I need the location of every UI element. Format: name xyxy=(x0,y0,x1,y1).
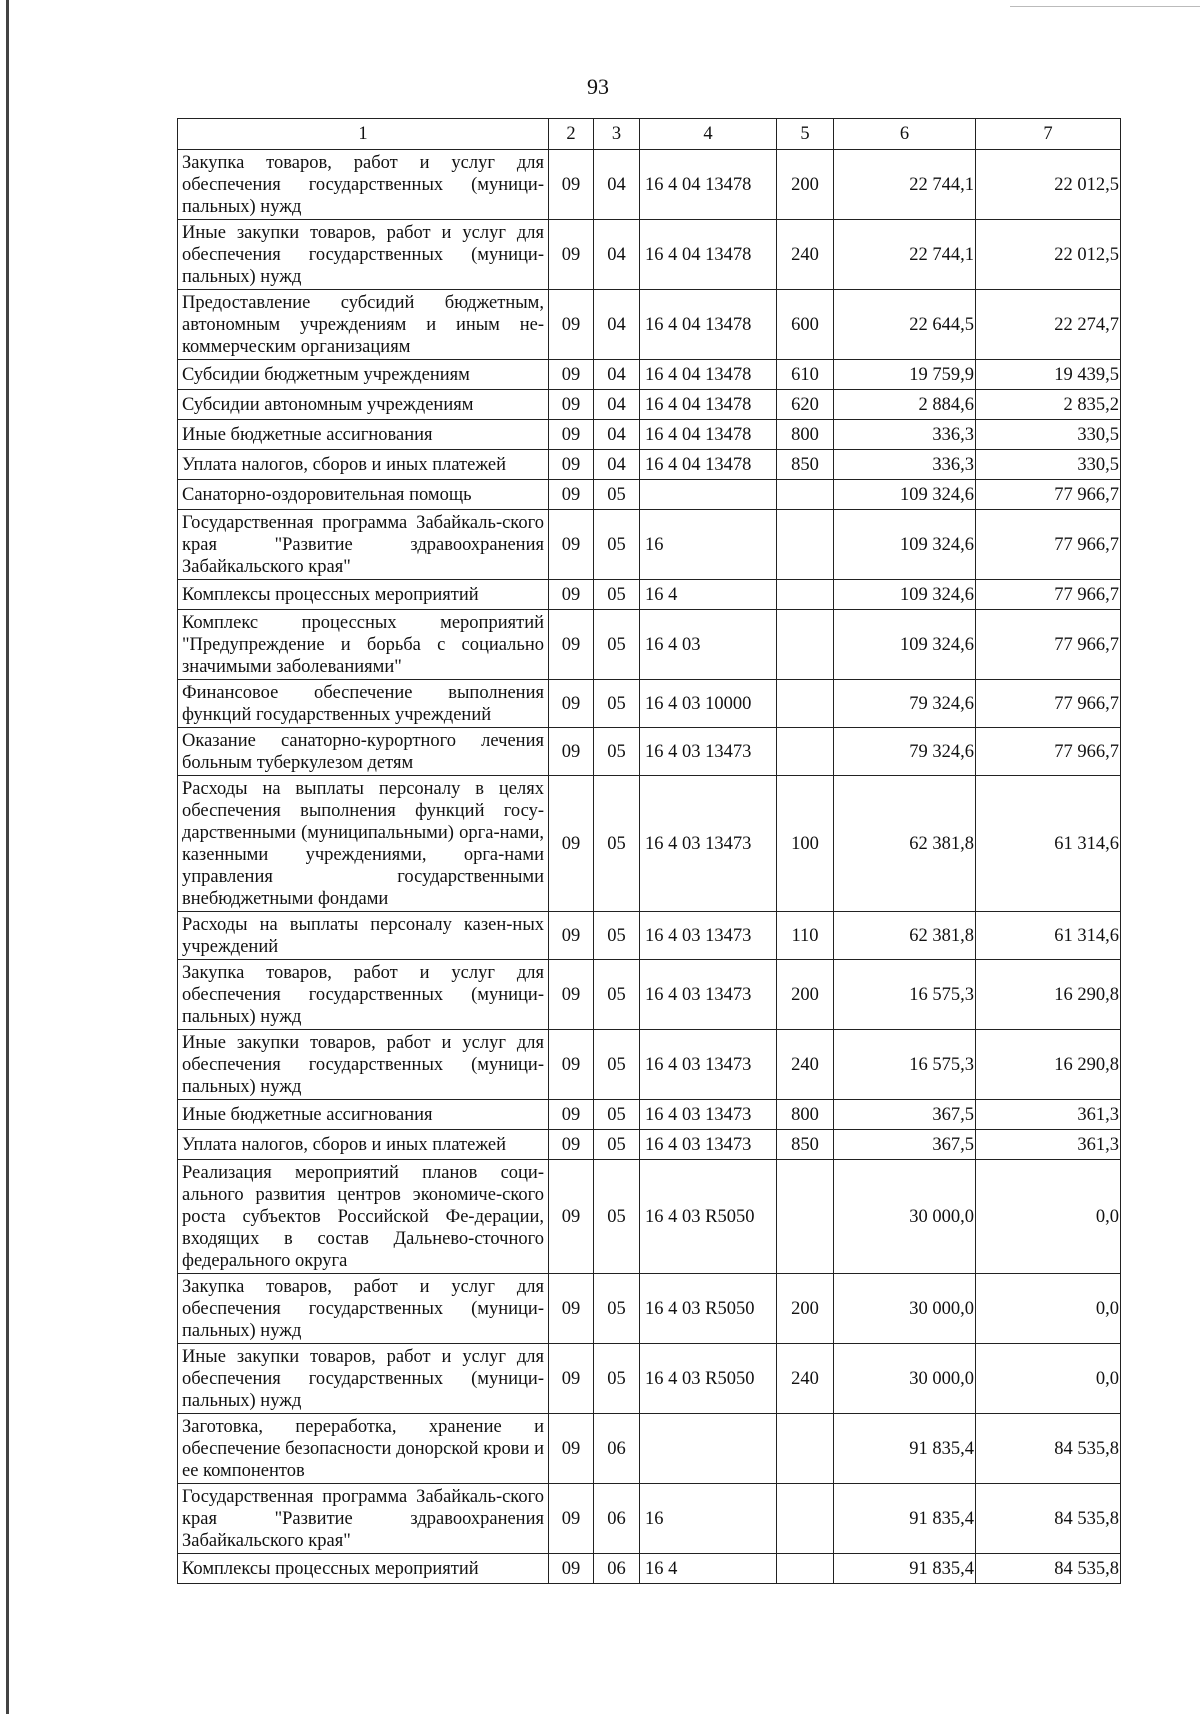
section-cell: 09 xyxy=(549,1160,594,1274)
subsection-cell: 05 xyxy=(594,912,640,960)
subsection-cell: 05 xyxy=(594,480,640,510)
row-name-cell: Субсидии бюджетным учреждениям xyxy=(178,360,549,390)
subsection-cell: 04 xyxy=(594,420,640,450)
expense-type-cell: 100 xyxy=(777,776,834,912)
expense-type-cell xyxy=(777,1554,834,1584)
amount-year1-cell: 79 324,6 xyxy=(834,728,976,776)
target-article-cell: 16 4 03 10000 xyxy=(640,680,777,728)
budget-table xyxy=(177,118,1121,1584)
target-article-cell: 16 4 04 13478 xyxy=(640,450,777,480)
table-row xyxy=(178,1274,1121,1344)
subsection-cell: 04 xyxy=(594,150,640,220)
amount-year1-cell: 91 835,4 xyxy=(834,1414,976,1484)
amount-year1-cell: 22 744,1 xyxy=(834,150,976,220)
subsection-cell: 06 xyxy=(594,1554,640,1584)
subsection-cell: 05 xyxy=(594,1160,640,1274)
target-article-cell: 16 4 03 13473 xyxy=(640,728,777,776)
row-name-cell: Иные закупки товаров, работ и услуг для обеспечения государственных (муници-пальных) нужд xyxy=(178,1344,549,1414)
table-row xyxy=(178,580,1121,610)
row-name-cell: Уплата налогов, сборов и иных платежей xyxy=(178,450,549,480)
section-cell: 09 xyxy=(549,1100,594,1130)
amount-year2-cell: 84 535,8 xyxy=(976,1554,1121,1584)
expense-type-cell: 600 xyxy=(777,290,834,360)
table-row xyxy=(178,912,1121,960)
table-row xyxy=(178,450,1121,480)
section-cell: 09 xyxy=(549,960,594,1030)
expense-type-cell: 240 xyxy=(777,220,834,290)
section-cell: 09 xyxy=(549,510,594,580)
target-article-cell: 16 4 04 13478 xyxy=(640,290,777,360)
row-name-cell: Иные закупки товаров, работ и услуг для обеспечения государственных (муници-пальных) нужд xyxy=(178,220,549,290)
target-article-cell: 16 4 03 13473 xyxy=(640,776,777,912)
expense-type-cell: 200 xyxy=(777,960,834,1030)
target-article-cell: 16 4 03 R5050 xyxy=(640,1160,777,1274)
expense-type-cell: 610 xyxy=(777,360,834,390)
amount-year2-cell: 0,0 xyxy=(976,1344,1121,1414)
subsection-cell: 05 xyxy=(594,1030,640,1100)
row-name-cell: Санаторно-оздоровительная помощь xyxy=(178,480,549,510)
amount-year2-cell: 77 966,7 xyxy=(976,480,1121,510)
section-cell: 09 xyxy=(549,450,594,480)
row-name-cell: Уплата налогов, сборов и иных платежей xyxy=(178,1130,549,1160)
section-cell: 09 xyxy=(549,680,594,728)
target-article-cell: 16 4 03 R5050 xyxy=(640,1344,777,1414)
amount-year2-cell: 330,5 xyxy=(976,420,1121,450)
row-name-cell: Государственная программа Забайкаль-ского края "Развитие здравоохранения Забайкальского края" xyxy=(178,510,549,580)
target-article-cell: 16 4 xyxy=(640,1554,777,1584)
subsection-cell: 05 xyxy=(594,510,640,580)
amount-year2-cell: 22 012,5 xyxy=(976,220,1121,290)
subsection-cell: 05 xyxy=(594,1344,640,1414)
section-cell: 09 xyxy=(549,390,594,420)
section-cell: 09 xyxy=(549,776,594,912)
section-cell: 09 xyxy=(549,1274,594,1344)
row-name-cell: Реализация мероприятий планов соци-ального развития центров экономиче-ского роста субъектов Российской Фе-дерации, входящих в состав Дальнево-сточного федерального округа xyxy=(178,1160,549,1274)
amount-year1-cell: 30 000,0 xyxy=(834,1160,976,1274)
target-article-cell: 16 4 04 13478 xyxy=(640,220,777,290)
row-name-cell: Комплексы процессных мероприятий xyxy=(178,1554,549,1584)
section-cell: 09 xyxy=(549,360,594,390)
amount-year1-cell: 16 575,3 xyxy=(834,1030,976,1100)
section-cell: 09 xyxy=(549,610,594,680)
expense-type-cell: 110 xyxy=(777,912,834,960)
amount-year2-cell: 16 290,8 xyxy=(976,1030,1121,1100)
amount-year1-cell: 62 381,8 xyxy=(834,912,976,960)
amount-year1-cell: 336,3 xyxy=(834,420,976,450)
expense-type-cell: 240 xyxy=(777,1344,834,1414)
target-article-cell: 16 4 03 13473 xyxy=(640,1130,777,1160)
section-cell: 09 xyxy=(549,150,594,220)
header-col-2: 2 xyxy=(549,119,594,150)
amount-year1-cell: 30 000,0 xyxy=(834,1274,976,1344)
target-article-cell: 16 4 04 13478 xyxy=(640,360,777,390)
amount-year2-cell: 361,3 xyxy=(976,1100,1121,1130)
amount-year1-cell: 16 575,3 xyxy=(834,960,976,1030)
amount-year2-cell: 19 439,5 xyxy=(976,360,1121,390)
header-col-7: 7 xyxy=(976,119,1121,150)
target-article-cell: 16 4 04 13478 xyxy=(640,390,777,420)
table-row xyxy=(178,480,1121,510)
amount-year2-cell: 84 535,8 xyxy=(976,1414,1121,1484)
table-row xyxy=(178,1130,1121,1160)
expense-type-cell: 200 xyxy=(777,150,834,220)
section-cell: 09 xyxy=(549,290,594,360)
section-cell: 09 xyxy=(549,1030,594,1100)
row-name-cell: Закупка товаров, работ и услуг для обеспечения государственных (муници-пальных) нужд xyxy=(178,1274,549,1344)
table-row xyxy=(178,420,1121,450)
table-row xyxy=(178,1554,1121,1584)
target-article-cell: 16 4 03 13473 xyxy=(640,912,777,960)
header-col-4: 4 xyxy=(640,119,777,150)
amount-year2-cell: 22 274,7 xyxy=(976,290,1121,360)
expense-type-cell xyxy=(777,728,834,776)
header-col-6: 6 xyxy=(834,119,976,150)
target-article-cell: 16 4 xyxy=(640,580,777,610)
page-number: 93 xyxy=(587,74,609,99)
amount-year2-cell: 361,3 xyxy=(976,1130,1121,1160)
subsection-cell: 05 xyxy=(594,776,640,912)
table-row xyxy=(178,290,1121,360)
amount-year2-cell: 84 535,8 xyxy=(976,1484,1121,1554)
section-cell: 09 xyxy=(549,912,594,960)
amount-year1-cell: 62 381,8 xyxy=(834,776,976,912)
amount-year2-cell: 77 966,7 xyxy=(976,510,1121,580)
target-article-cell: 16 4 04 13478 xyxy=(640,420,777,450)
amount-year2-cell: 77 966,7 xyxy=(976,580,1121,610)
target-article-cell: 16 4 04 13478 xyxy=(640,150,777,220)
table-row xyxy=(178,1484,1121,1554)
scan-edge-top xyxy=(1010,6,1200,7)
section-cell: 09 xyxy=(549,728,594,776)
header-col-5: 5 xyxy=(777,119,834,150)
header-row xyxy=(178,119,1121,150)
row-name-cell: Комплексы процессных мероприятий xyxy=(178,580,549,610)
amount-year2-cell: 77 966,7 xyxy=(976,728,1121,776)
table-row xyxy=(178,1030,1121,1100)
amount-year1-cell: 336,3 xyxy=(834,450,976,480)
target-article-cell xyxy=(640,480,777,510)
amount-year1-cell: 367,5 xyxy=(834,1130,976,1160)
expense-type-cell: 240 xyxy=(777,1030,834,1100)
expense-type-cell: 800 xyxy=(777,1100,834,1130)
expense-type-cell: 850 xyxy=(777,1130,834,1160)
expense-type-cell: 800 xyxy=(777,420,834,450)
section-cell: 09 xyxy=(549,1130,594,1160)
section-cell: 09 xyxy=(549,1554,594,1584)
amount-year1-cell: 22 644,5 xyxy=(834,290,976,360)
expense-type-cell xyxy=(777,610,834,680)
amount-year2-cell: 0,0 xyxy=(976,1160,1121,1274)
table-row xyxy=(178,728,1121,776)
amount-year2-cell: 22 012,5 xyxy=(976,150,1121,220)
table-body xyxy=(178,150,1121,1584)
target-article-cell: 16 4 03 13473 xyxy=(640,1100,777,1130)
header-col-1: 1 xyxy=(178,119,549,150)
target-article-cell: 16 4 03 13473 xyxy=(640,960,777,1030)
header-col-3: 3 xyxy=(594,119,640,150)
target-article-cell: 16 xyxy=(640,510,777,580)
amount-year2-cell: 2 835,2 xyxy=(976,390,1121,420)
subsection-cell: 05 xyxy=(594,1100,640,1130)
amount-year1-cell: 91 835,4 xyxy=(834,1484,976,1554)
section-cell: 09 xyxy=(549,480,594,510)
section-cell: 09 xyxy=(549,580,594,610)
scan-edge xyxy=(6,0,9,1714)
row-name-cell: Финансовое обеспечение выполнения функций государственных учреждений xyxy=(178,680,549,728)
amount-year1-cell: 19 759,9 xyxy=(834,360,976,390)
amount-year1-cell: 109 324,6 xyxy=(834,510,976,580)
amount-year2-cell: 77 966,7 xyxy=(976,610,1121,680)
target-article-cell: 16 4 03 xyxy=(640,610,777,680)
expense-type-cell xyxy=(777,680,834,728)
section-cell: 09 xyxy=(549,420,594,450)
expense-type-cell: 620 xyxy=(777,390,834,420)
table-row xyxy=(178,680,1121,728)
table-row xyxy=(178,220,1121,290)
subsection-cell: 04 xyxy=(594,390,640,420)
table-row xyxy=(178,390,1121,420)
expense-type-cell xyxy=(777,580,834,610)
target-article-cell xyxy=(640,1414,777,1484)
row-name-cell: Субсидии автономным учреждениям xyxy=(178,390,549,420)
row-name-cell: Иные бюджетные ассигнования xyxy=(178,1100,549,1130)
section-cell: 09 xyxy=(549,1484,594,1554)
target-article-cell: 16 4 03 R5050 xyxy=(640,1274,777,1344)
table-row xyxy=(178,150,1121,220)
subsection-cell: 05 xyxy=(594,610,640,680)
amount-year1-cell: 109 324,6 xyxy=(834,580,976,610)
row-name-cell: Заготовка, переработка, хранение и обеспечение безопасности донорской крови и ее компонентов xyxy=(178,1414,549,1484)
row-name-cell: Расходы на выплаты персоналу казен-ных учреждений xyxy=(178,912,549,960)
target-article-cell: 16 xyxy=(640,1484,777,1554)
row-name-cell: Иные закупки товаров, работ и услуг для обеспечения государственных (муници-пальных) нужд xyxy=(178,1030,549,1100)
subsection-cell: 05 xyxy=(594,1274,640,1344)
amount-year2-cell: 61 314,6 xyxy=(976,776,1121,912)
table-row xyxy=(178,1344,1121,1414)
subsection-cell: 04 xyxy=(594,450,640,480)
amount-year2-cell: 77 966,7 xyxy=(976,680,1121,728)
subsection-cell: 04 xyxy=(594,290,640,360)
section-cell: 09 xyxy=(549,1344,594,1414)
amount-year1-cell: 91 835,4 xyxy=(834,1554,976,1584)
expense-type-cell xyxy=(777,1160,834,1274)
section-cell: 09 xyxy=(549,1414,594,1484)
table-row xyxy=(178,776,1121,912)
amount-year1-cell: 79 324,6 xyxy=(834,680,976,728)
table-row xyxy=(178,1160,1121,1274)
amount-year2-cell: 16 290,8 xyxy=(976,960,1121,1030)
row-name-cell: Закупка товаров, работ и услуг для обеспечения государственных (муници-пальных) нужд xyxy=(178,960,549,1030)
table-row xyxy=(178,610,1121,680)
expense-type-cell xyxy=(777,510,834,580)
expense-type-cell xyxy=(777,1484,834,1554)
row-name-cell: Расходы на выплаты персоналу в целях обеспечения выполнения функций госу-дарственными (муниципальными) орга-нами, казенными учреждениями, орга-нами управления государственными внебюджетными фондами xyxy=(178,776,549,912)
amount-year1-cell: 109 324,6 xyxy=(834,610,976,680)
expense-type-cell xyxy=(777,1414,834,1484)
table-row xyxy=(178,1100,1121,1130)
subsection-cell: 05 xyxy=(594,580,640,610)
subsection-cell: 06 xyxy=(594,1414,640,1484)
row-name-cell: Предоставление субсидий бюджетным, автономным учреждениям и иным не-коммерческим организациям xyxy=(178,290,549,360)
row-name-cell: Оказание санаторно-курортного лечения больным туберкулезом детям xyxy=(178,728,549,776)
table-row xyxy=(178,360,1121,390)
amount-year2-cell: 0,0 xyxy=(976,1274,1121,1344)
subsection-cell: 05 xyxy=(594,680,640,728)
row-name-cell: Иные бюджетные ассигнования xyxy=(178,420,549,450)
target-article-cell: 16 4 03 13473 xyxy=(640,1030,777,1100)
amount-year1-cell: 22 744,1 xyxy=(834,220,976,290)
amount-year1-cell: 30 000,0 xyxy=(834,1344,976,1414)
subsection-cell: 05 xyxy=(594,1130,640,1160)
amount-year2-cell: 330,5 xyxy=(976,450,1121,480)
row-name-cell: Государственная программа Забайкаль-ского края "Развитие здравоохранения Забайкальского края" xyxy=(178,1484,549,1554)
expense-type-cell xyxy=(777,480,834,510)
subsection-cell: 05 xyxy=(594,960,640,1030)
amount-year1-cell: 367,5 xyxy=(834,1100,976,1130)
section-cell: 09 xyxy=(549,220,594,290)
expense-type-cell: 850 xyxy=(777,450,834,480)
row-name-cell: Комплекс процессных мероприятий "Предупреждение и борьба с социально значимыми заболеваниями" xyxy=(178,610,549,680)
row-name-cell: Закупка товаров, работ и услуг для обеспечения государственных (муници-пальных) нужд xyxy=(178,150,549,220)
amount-year1-cell: 109 324,6 xyxy=(834,480,976,510)
amount-year2-cell: 61 314,6 xyxy=(976,912,1121,960)
table-row xyxy=(178,1414,1121,1484)
subsection-cell: 04 xyxy=(594,220,640,290)
table-row xyxy=(178,510,1121,580)
subsection-cell: 06 xyxy=(594,1484,640,1554)
subsection-cell: 05 xyxy=(594,728,640,776)
subsection-cell: 04 xyxy=(594,360,640,390)
amount-year1-cell: 2 884,6 xyxy=(834,390,976,420)
expense-type-cell: 200 xyxy=(777,1274,834,1344)
table-row xyxy=(178,960,1121,1030)
